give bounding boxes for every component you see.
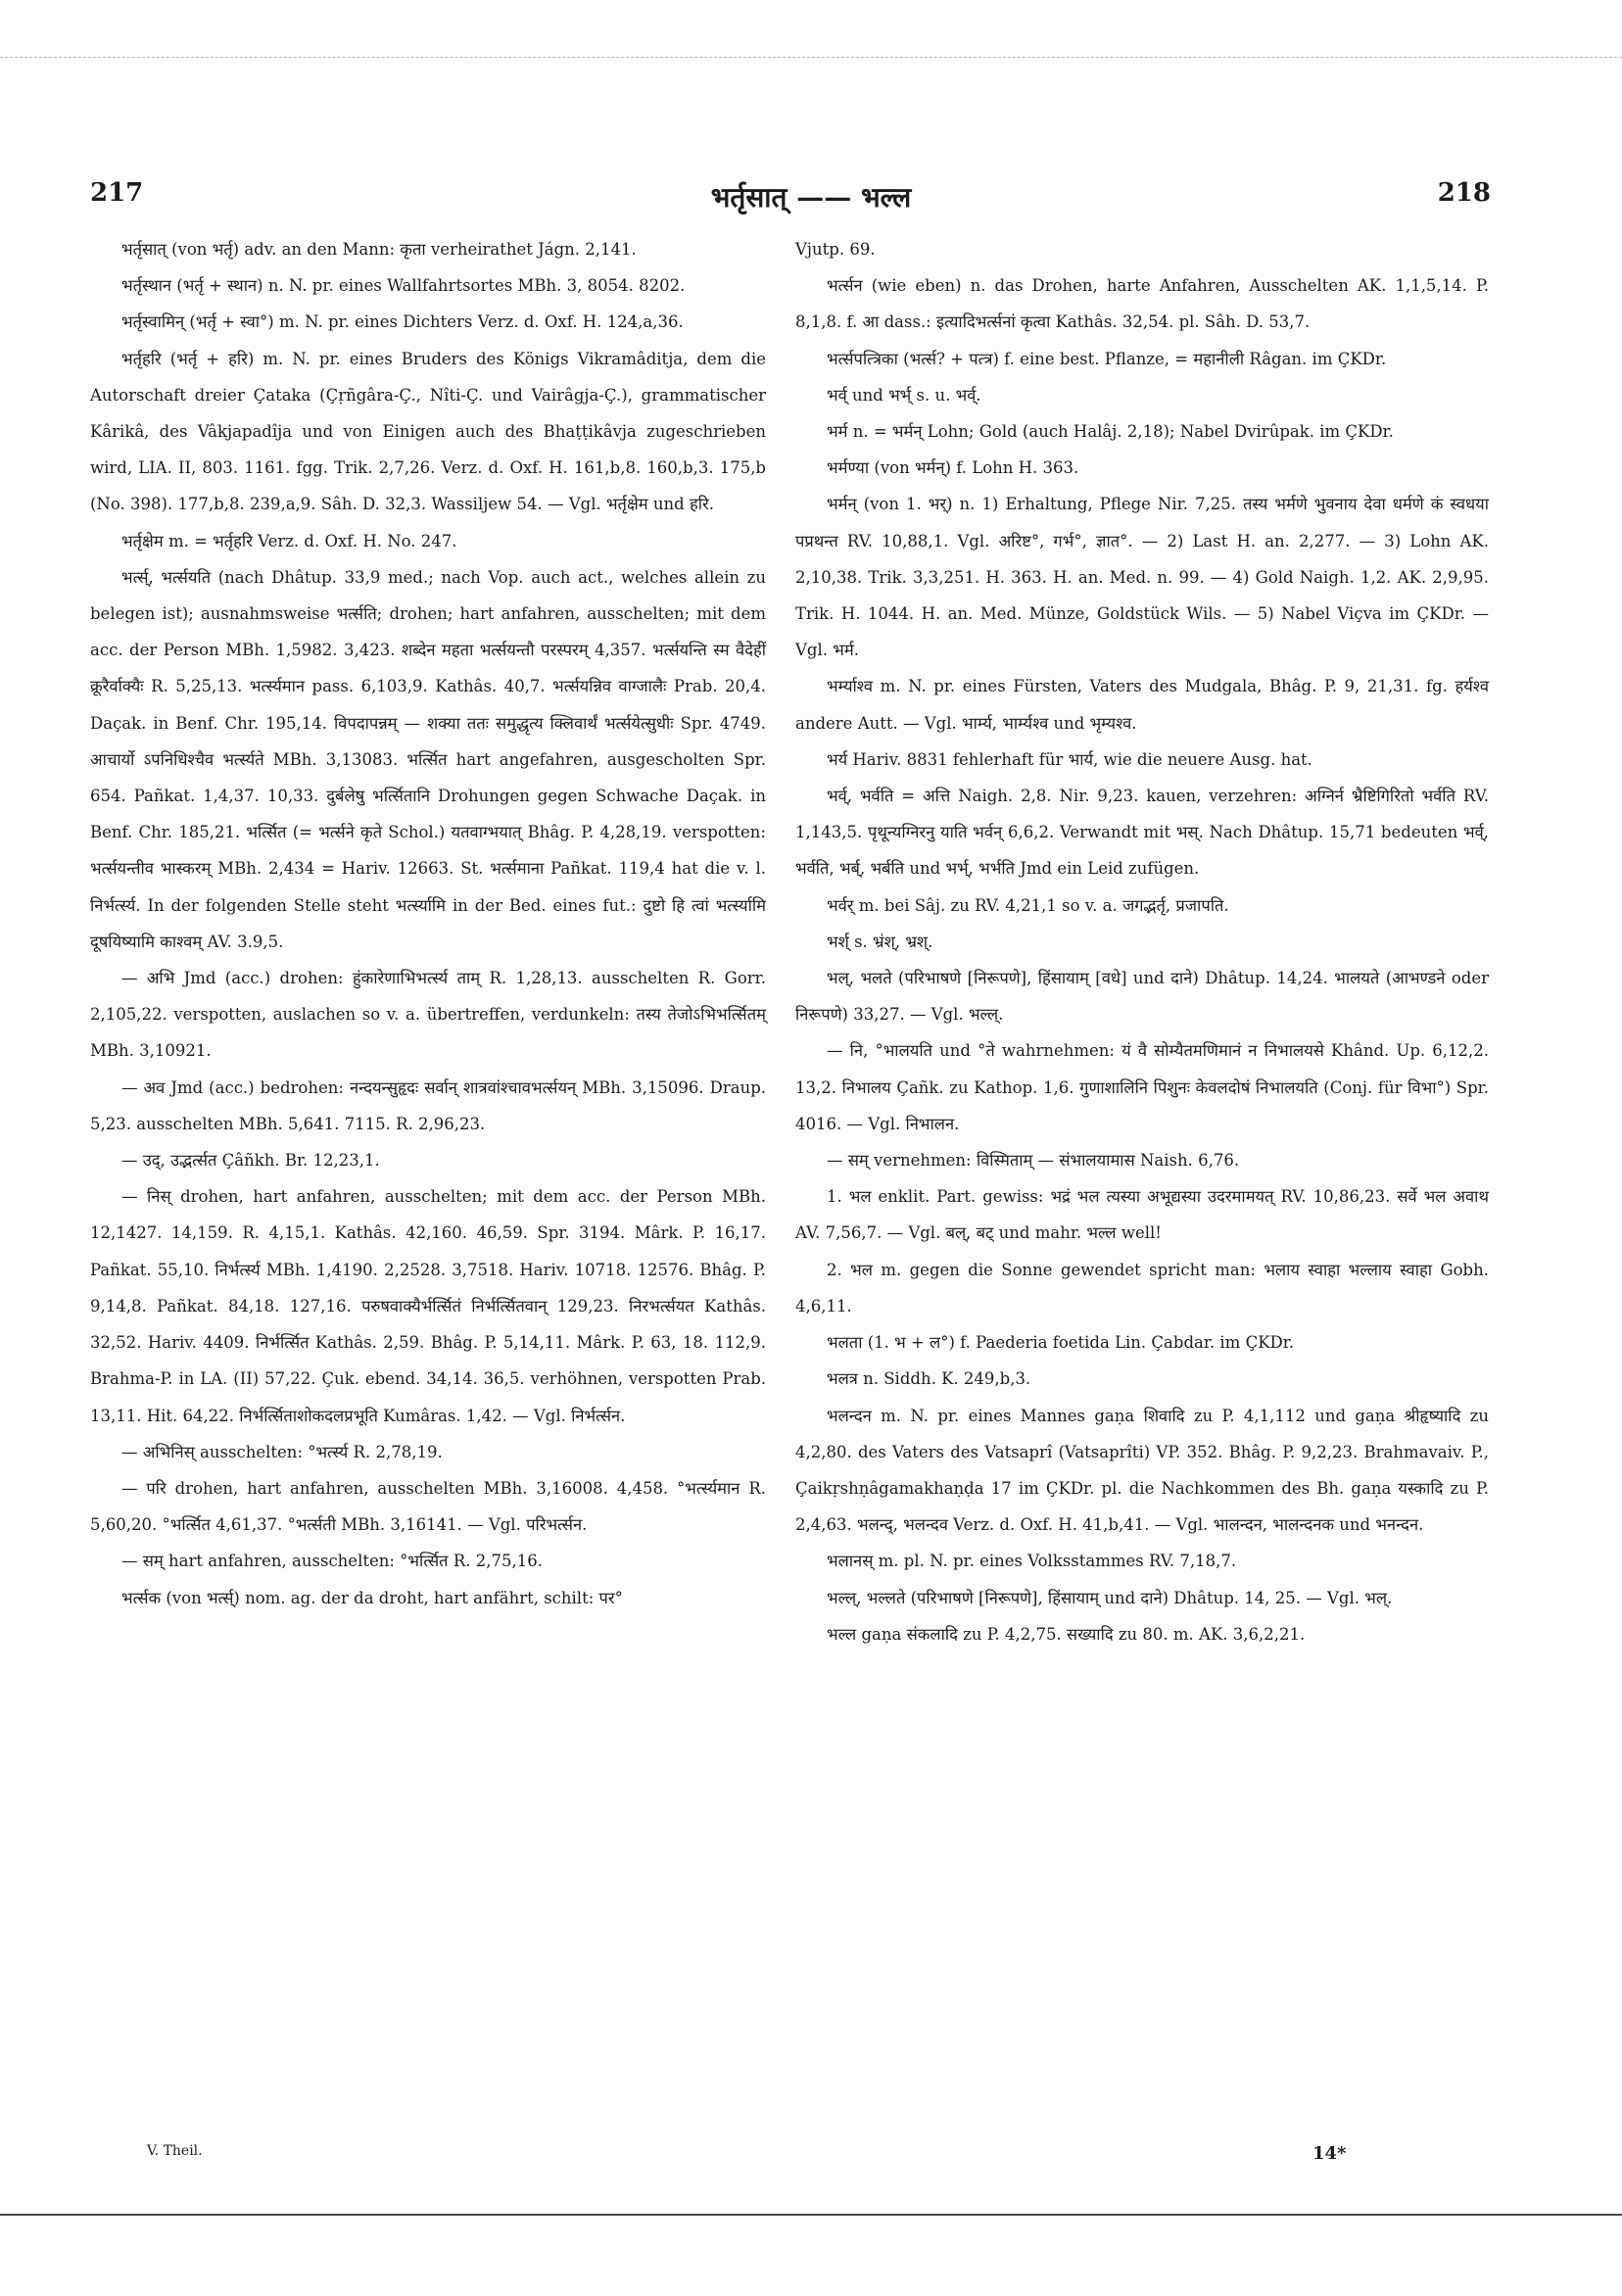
entry-paragraph: भर्त्स्, भर्त्सयति (nach Dhâtup. 33,9 med.; nach Vop. auch act., welches allein zu belegen ist); ausnahmsweise भर्त्सति; drohen; hart anfahren, ausschelten; mit dem acc. der Person MBh. 1,5982. 3,423. शब्देन महता भर्त्सयन्तौ परस्परम् 4,357. भर्त्सयन्ति स्म वैदेहीं क्रूरैर्वाक्यैः R. 5,25,13. भर्त्स्यमान pass. 6,103,9. Kathâs. 40,7. भर्त्सयन्निव वाग्जालैः Prab. 20,4. Daçak. in Benf. Chr. 195,14. विपदापन्नम् — शक्या ततः समुद्धृत्य क्लिवार्थं भर्त्सयेत्सुधीः Spr. 4749. आचार्यो ऽपनिधिश्चैव भर्त्स्यते MBh. 3,13083. भर्त्सित hart angefahren, ausgescholten Spr. 654. Pañkat. 1,4,37. 10,33. दुर्बलेषु भर्त्सितानि Drohungen gegen Schwache Daçak. in Benf. Chr. 185,21. भर्त्सित (= भर्त्सने कृते Schol.) यतवाग्भयात् Bhâg. P. 4,28,19. verspotten: भर्त्सयन्तीव भास्करम् MBh. 2,434 = Hariv. 12663. St. भर्त्समाना Pañkat. 119,4 hat die v. l. निर्भर्त्स्य. In der folgenden Stelle steht भर्त्स्यामि in der Bed. eines fut.: दुष्टो हि त्वां भर्त्स्यामि दूषयिष्यामि काश्वम् AV. 3.9,5. <box>90 567 766 951</box>
entry-paragraph: भलत्र n. Siddh. K. 249,b,3. <box>827 1369 1031 1389</box>
entry-paragraph: — निस् drohen, hart anfahren, ausschelten; mit dem acc. der Person MBh. 12,1427. 14,159. R. 4,15,1. Kathâs. 42,160. 46,59. Spr. 3194. Mârk. P. 16,17. Pañkat. 55,10. निर्भर्त्स्य MBh. 1,4190. 2,2528. 3,7518. Hariv. 10718. 12576. Bhâg. P. 9,14,8. Pañkat. 84,18. 127,16. परुषवाक्यैर्भर्त्सितं निर्भर्त्सितवान् 129,23. निरभर्त्सयत Kathâs. 32,52. Hariv. 4409. निर्भर्त्सित Kathâs. 2,59. Bhâg. P. 5,14,11. Mârk. P. 63, 18. 112,9. Brahma-P. in LA. (II) 57,22. Çuk. ebend. 34,14. 36,5. verhöhnen, verspotten Prab. 13,11. Hit. 64,22. निर्भर्त्सिताशोकदलप्रभूति Kumâras. 1,42. — Vgl. निर्भर्त्सन. <box>90 1187 766 1425</box>
signature-right: 14* <box>1312 2143 1347 2164</box>
entry-paragraph: भर्तृसात् (von भर्तृ) adv. an den Mann: कृता verheirathet Jágn. 2,141. <box>121 240 637 259</box>
entry-paragraph: भर्त्सपत्त्रिका (भर्त्स? + पत्त्र) f. eine best. Pflanze, = महानीली Râgan. im ÇKDr. <box>827 349 1387 368</box>
page-number-right: 218 <box>1437 178 1491 208</box>
right-column <box>795 231 1489 1652</box>
entry-paragraph: भर्म n. = भर्मन् Lohn; Gold (auch Halâj. 2,18); Nabel Dvirûpak. im ÇKDr. <box>827 422 1394 442</box>
entry-paragraph: 1. भल enklit. Part. gewiss: भद्रं भल त्यस्या अभूद्यस्या उदरमामयत् RV. 10,86,23. सर्वे भल अवाथ AV. 7,56,7. — Vgl. बल्, बट् und mahr. भल्ल well! <box>795 1187 1489 1243</box>
entry-paragraph: भलानस् m. pl. N. pr. eines Volksstammes RV. 7,18,7. <box>827 1552 1237 1571</box>
entry-paragraph: भर्मन् (von 1. भर्) n. 1) Erhaltung, Pflege Nir. 7,25. तस्य भर्मणे भुवनाय देवा धर्मणे कं स्वधया पप्रथन्त RV. 10,88,1. Vgl. अरिष्ट°, गर्भ°, ज्ञात°. — 2) Last H. an. 2,277. — 3) Lohn AK. 2,10,38. Trik. 3,3,251. H. 363. H. an. Med. n. 99. — 4) Gold Naigh. 1,2. AK. 2,9,95. Trik. H. 1044. H. an. Med. Münze, Goldstück Wils. — 5) Nabel Viçva im ÇKDr. — Vgl. भर्म. <box>795 495 1489 660</box>
entry-paragraph: Vjutp. 69. <box>795 240 876 259</box>
entry-paragraph: भल्ल्, भल्लते (परिभाषणे [निरूपणे], हिंसायाम् und दाने) Dhâtup. 14, 25. — Vgl. भल्. <box>827 1588 1393 1607</box>
left-column <box>90 231 766 1616</box>
entry-paragraph: भलन्दन m. N. pr. eines Mannes gaṇa शिवादि zu P. 4,1,112 und gaṇa श्रीहृष्यादि zu 4,2,80. des Vaters des Vatsaprî (Vatsaprîti) VP. 352. Bhâg. P. 9,2,23. Brahmavaiv. P., Çaikṛshṇâgamakhaṇḍa 17 im ÇKDr. pl. die Nachkommen des Bh. gaṇa यस्कादि zu P. 2,4,63. भलन्द्, भलन्दव Verz. d. Oxf. H. 41,b,41. — Vgl. भालन्दन, भालन्दनक und भनन्दन. <box>795 1406 1489 1535</box>
entry-paragraph: — परि drohen, hart anfahren, ausschelten MBh. 3,16008. 4,458. °भर्त्स्यमान R. 5,60,20. °भर्त्सित 4,61,37. °भर्त्सती MBh. 3,16141. — Vgl. परिभर्त्सन. <box>90 1478 766 1535</box>
entry-paragraph: भर्य Hariv. 8831 fehlerhaft für भार्य, wie die neuere Ausg. hat. <box>827 749 1312 769</box>
entry-paragraph: भर्त्सक (von भर्त्स्) nom. ag. der da droht, hart anfährt, schilt: पर° <box>121 1588 623 1607</box>
entry-paragraph: — उद्, उद्भर्त्सत Çâñkh. Br. 12,23,1. <box>121 1151 380 1171</box>
entry-paragraph: — अभिनिस् ausschelten: °भर्त्स्य R. 2,78,19. <box>121 1442 443 1461</box>
entry-paragraph: भलता (1. भ + ल°) f. Paederia foetida Lin. Çabdar. im ÇKDr. <box>827 1333 1295 1353</box>
bottom-rule <box>0 2214 1622 2216</box>
signature-left: V. Theil. <box>147 2143 203 2159</box>
entry-paragraph: भर्तृस्थान (भर्तृ + स्थान) n. N. pr. eines Wallfahrtsortes MBh. 3, 8054. 8202. <box>121 276 686 296</box>
entry-paragraph: — अव Jmd (acc.) bedrohen: नन्दयन्सुहृदः सर्वान् शात्रवांश्चावभर्त्सयन् MBh. 3,15096. Draup. 5,23. ausschelten MBh. 5,641. 7115. R. 2,96,23. <box>90 1077 766 1133</box>
entry-paragraph: भर्त्सन (wie eben) n. das Drohen, harte Anfahren, Ausschelten AK. 1,1,5,14. P. 8,1,8. f. आ dass.: इत्यादिभर्त्सनां कृत्वा Kathâs. 32,54. pl. Sâh. D. 53,7. <box>795 276 1489 332</box>
entry-paragraph: भल्, भलते (परिभाषणे [निरूपणे], हिंसायाम् [वधे] und दाने) Dhâtup. 14,24. भालयते (आभण्डने oder निरूपणे) 33,27. — Vgl. भल्ल्. <box>795 969 1489 1025</box>
top-rule <box>0 57 1622 58</box>
entry-paragraph: भर्मण्या (von भर्मन्) f. Lohn H. 363. <box>827 458 1079 478</box>
entry-paragraph: — अभि Jmd (acc.) drohen: हुंकारेणाभिभर्त्स्य ताम् R. 1,28,13. ausschelten R. Gorr. 2,105,22. verspotten, auslachen so v. a. übertreffen, verdunkeln: तस्य तेजोऽभिभर्त्सितम् MBh. 3,10921. <box>90 969 766 1061</box>
entry-paragraph: भर्तृस्वामिन् (भर्तृ + स्वा°) m. N. pr. eines Dichters Verz. d. Oxf. H. 124,a,36. <box>121 312 684 332</box>
headword-range: भर्तृसात् —— भल्ल <box>710 181 912 214</box>
entry-paragraph: भर्व् und भर्भ् s. u. भर्व्. <box>827 385 981 405</box>
entry-paragraph: 2. भल m. gegen die Sonne gewendet spricht man: भलाय स्वाहा भल्लाय स्वाहा Gobh. 4,6,11. <box>795 1260 1489 1315</box>
entry-paragraph: भर्वर् m. bei Sâj. zu RV. 4,21,1 so v. a. जगद्भर्तृ, प्रजापति. <box>827 895 1229 915</box>
page-number-left: 217 <box>90 178 144 208</box>
entry-paragraph: — सम् vernehmen: विस्मिताम् — संभालयामास Naish. 6,76. <box>827 1151 1240 1171</box>
entry-paragraph: — नि, °भालयति und °ते wahrnehmen: यं वै सोम्यैतमणिमानं न निभालयसे Khând. Up. 6,12,2. 13,2. निभालय Çañk. zu Kathop. 1,6. गुणाशालिनि पिशुनः केवलदोषं निभालयति (Conj. für विभा°) Spr. 4016. — Vgl. निभालन. <box>795 1041 1489 1133</box>
entry-paragraph: भर्तृक्षेम m. = भर्तृहरि Verz. d. Oxf. H. No. 247. <box>121 531 457 550</box>
entry-paragraph: भर्श् s. भ्रंश्, भ्रश्. <box>827 932 933 951</box>
entry-paragraph: भर्व्, भर्वति = अत्ति Naigh. 2,8. Nir. 9,23. kauen, verzehren: अग्निर्न भ्रैष्टिगिरितो भर्वति RV. 1,143,5. पृथून्यग्निरनु याति भर्वन् 6,6,2. Verwandt mit भस्. Nach Dhâtup. 15,71 bedeuten भर्व्, भर्वति, भर्ब्, भर्बति und भर्भ्, भर्भति Jmd ein Leid zufügen. <box>795 787 1489 879</box>
entry-paragraph: भल्ल gaṇa संकलादि zu P. 4,2,75. सख्यादि zu 80. m. AK. 3,6,2,21. <box>827 1624 1306 1644</box>
entry-paragraph: — सम् hart anfahren, ausschelten: °भर्त्सित R. 2,75,16. <box>121 1552 543 1571</box>
entry-paragraph: भर्म्याश्व m. N. pr. eines Fürsten, Vaters des Mudgala, Bhâg. P. 9, 21,31. fg. हर्यश्व andere Autt. — Vgl. भार्म्य, भार्म्यश्व und भृम्यश्व. <box>795 677 1489 733</box>
entry-paragraph: भर्तृहरि (भर्तृ + हरि) m. N. pr. eines Bruders des Königs Vikramâditja, dem die Autorschaft dreier Çataka (Çṛñgâra-Ç., Nîti-Ç. und Vairâgja-Ç.), grammatischer Kârikâ, des Vâkjapadîja und von Einigen auch des Bhaṭṭikâvja zugeschrieben wird, LIA. II, 803. 1161. fgg. Trik. 2,7,26. Verz. d. Oxf. H. 161,b,8. 160,b,3. 175,b (No. 398). 177,b,8. 239,a,9. Sâh. D. 32,3. Wassiljew 54. — Vgl. भर्तृक्षेम und हरि. <box>90 349 766 514</box>
